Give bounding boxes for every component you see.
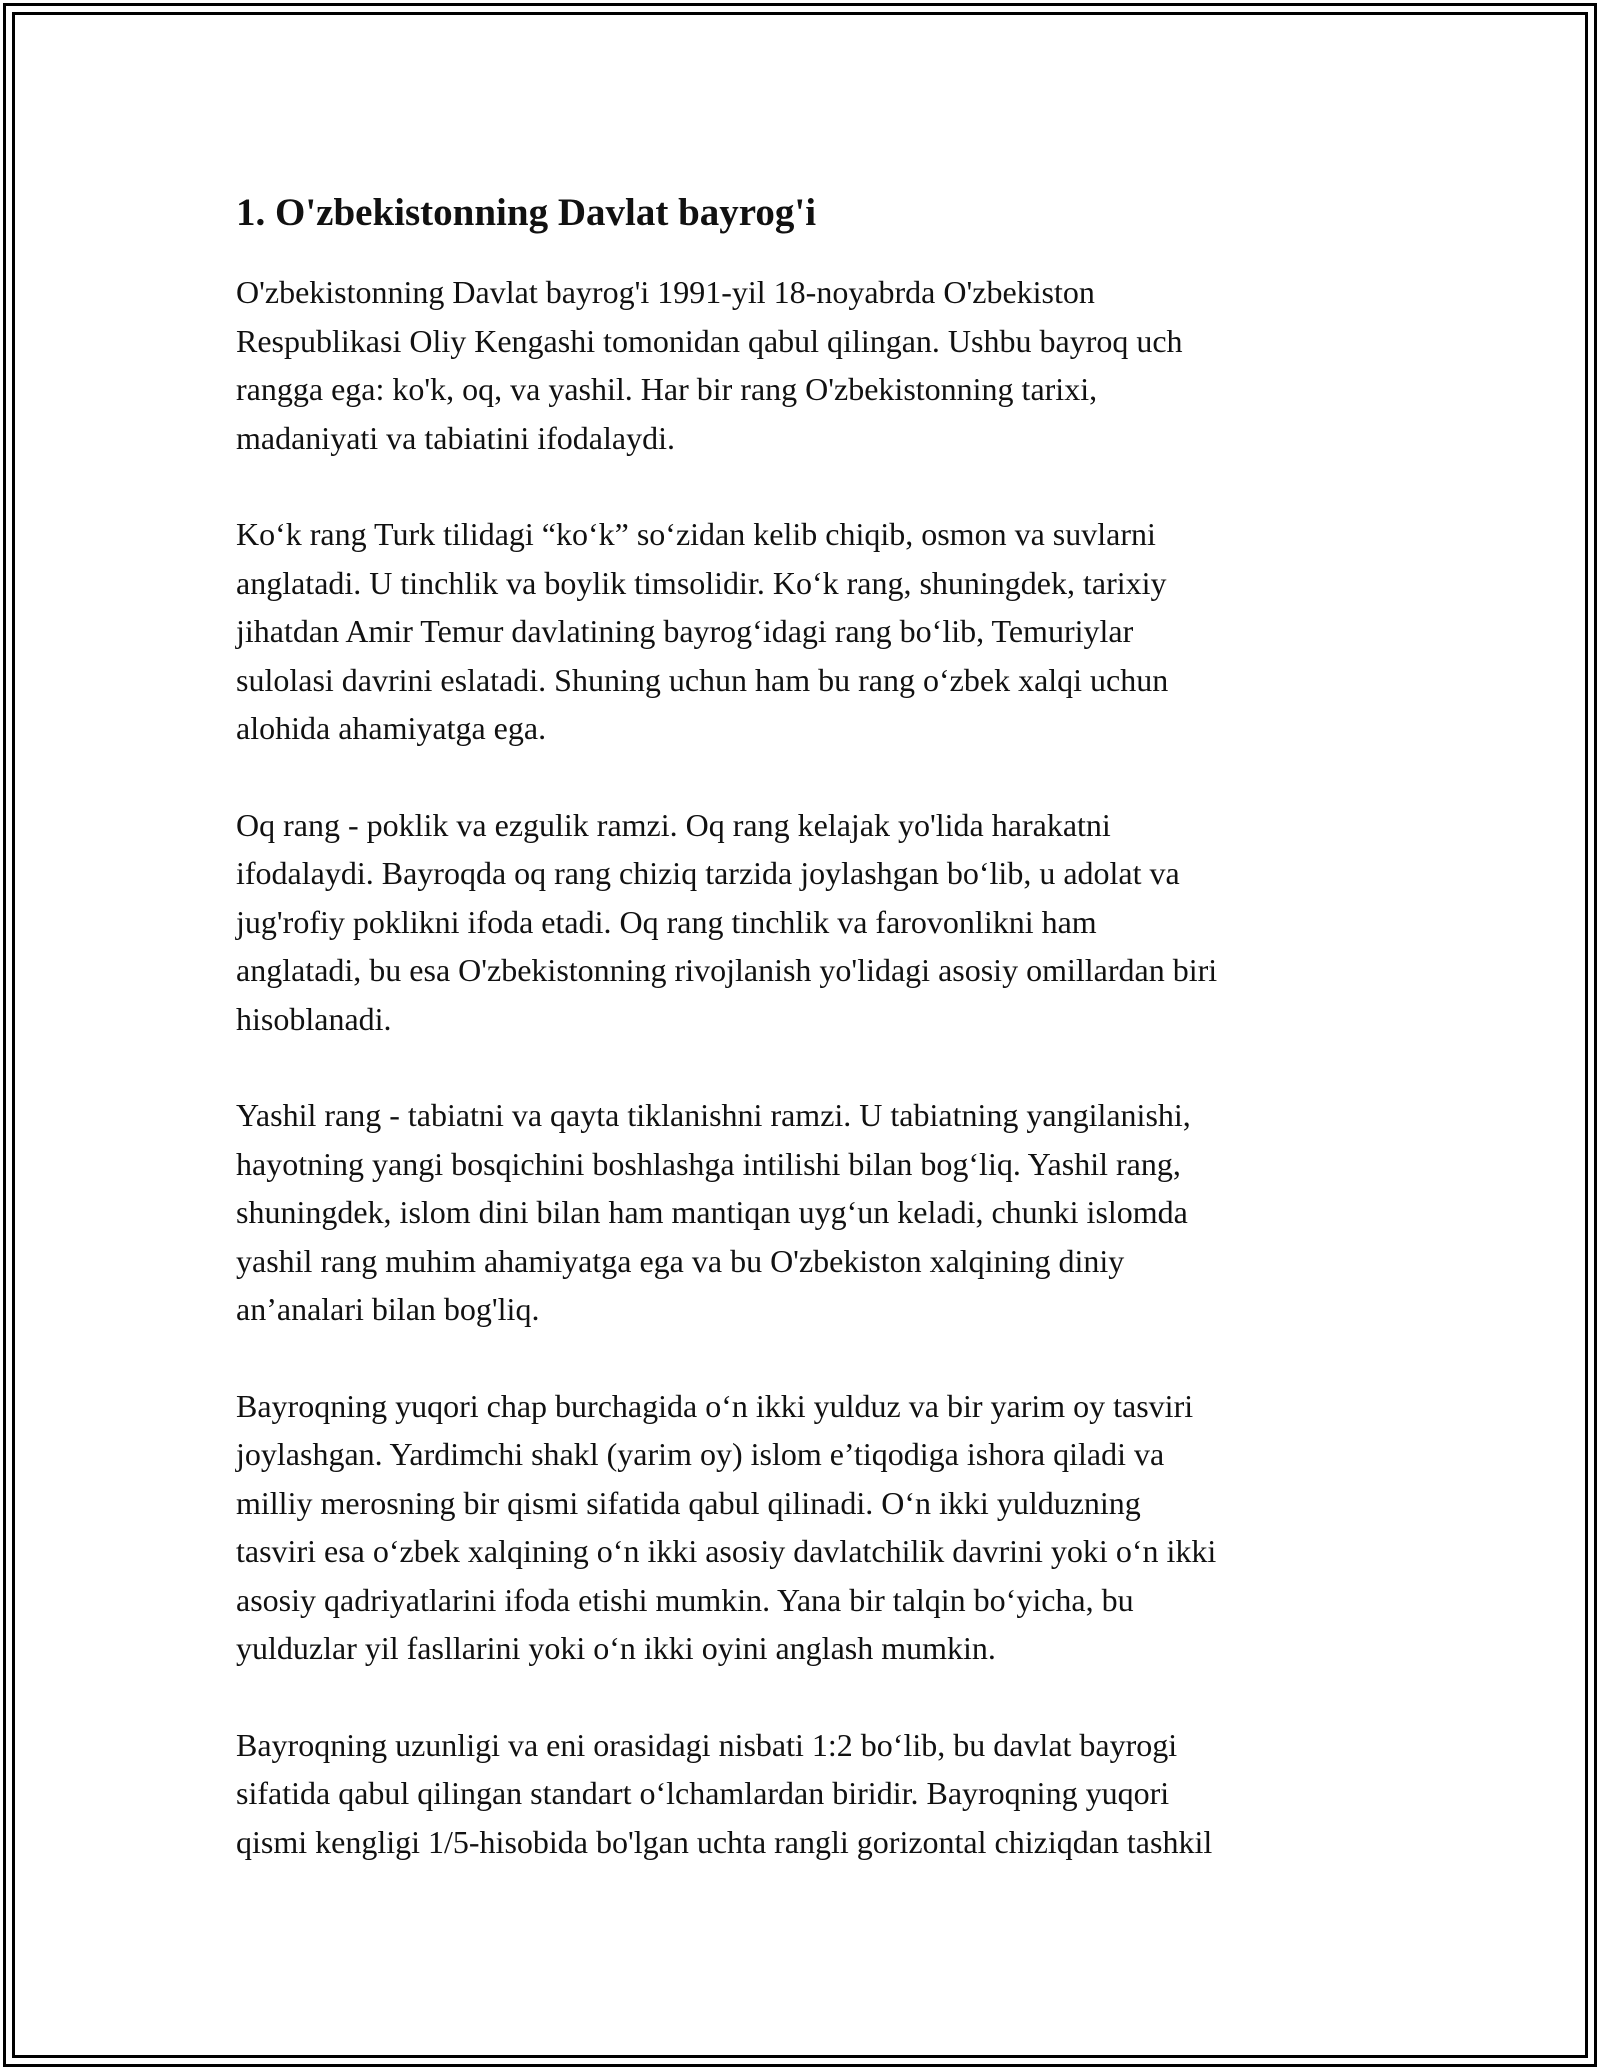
paragraph-white-color: Oq rang - poklik va ezgulik ramzi. Oq rang kelajak yo'lida harakatni ifodalaydi. Bayroqda oq rang chiziq tarzida joylashgan bo‘lib, u adolat va jug'rofiy poklikni ifoda etadi. Oq rang tinchlik va farovonlikni ham anglatadi, bu esa O'zbekistonning rivojlanish yo'lidagi asosiy omillardan biri hisoblanadi. [236, 806, 1218, 1037]
page-title: 1. O'zbekistonning Davlat bayrog'i [236, 191, 817, 234]
paragraph-blue-color: Ko‘k rang Turk tilidagi “ko‘k” so‘zidan kelib chiqib, osmon va suvlarni anglatadi. U tinchlik va boylik timsolidir. Ko‘k rang, shuningdek, tarixiy jihatdan Amir Temur davlatining bayrog‘idagi rang bo‘lib, Temuriylar sulolasi davrini eslatadi. Shuning uchun ham bu rang o‘zbek xalqi uchun alohida ahamiyatga ega. [236, 516, 1169, 746]
paragraph-proportions: Bayroqning uzunligi va eni orasidagi nisbati 1:2 bo‘lib, bu davlat bayrogi sifatida qabul qilingan standart o‘lchamlardan biridir. Bayroqning yuqori qismi kengligi 1/5-hisobida bo'lgan uchta rangli gorizontal chiziqdan tashkil [236, 1726, 1213, 1860]
document-body [236, 188, 1372, 1914]
paragraph-stars-crescent: Bayroqning yuqori chap burchagida o‘n ikki yulduz va bir yarim oy tasviri joylashgan. Yardimchi shakl (yarim oy) islom e’tiqodiga ishora qiladi va milliy merosning bir qismi sifatida qabul qilinadi. O‘n ikki yulduzning tasviri esa o‘zbek xalqining o‘n ikki asosiy davlatchilik davrini yoki o‘n ikki asosiy qadriyatlarini ifoda etishi mumkin. Yana bir talqin bo‘yicha, bu yulduzlar yil fasllarini yoki o‘n ikki oyini anglash mumkin. [236, 1387, 1217, 1666]
paragraph-green-color: Yashil rang - tabiatni va qayta tiklanishni ramzi. U tabiatning yangilanishi, hayotning yangi bosqichini boshlashga intilishi bilan bog‘liq. Yashil rang, shuningdek, islom dini bilan ham mantiqan uyg‘un keladi, chunki islomda yashil rang muhim ahamiyatga ega va bu O'zbekiston xalqining diniy an’analari bilan bog'liq. [236, 1097, 1191, 1327]
paragraph-intro: O'zbekistonning Davlat bayrog'i 1991-yil 18-noyabrda O'zbekiston Respublikasi Oliy Kengashi tomonidan qabul qilingan. Ushbu bayroq uch rangga ega: ko'k, oq, va yashil. Har bir rang O'zbekistonning tarixi, madaniyati va tabiatini ifodalaydi. [236, 274, 1183, 456]
